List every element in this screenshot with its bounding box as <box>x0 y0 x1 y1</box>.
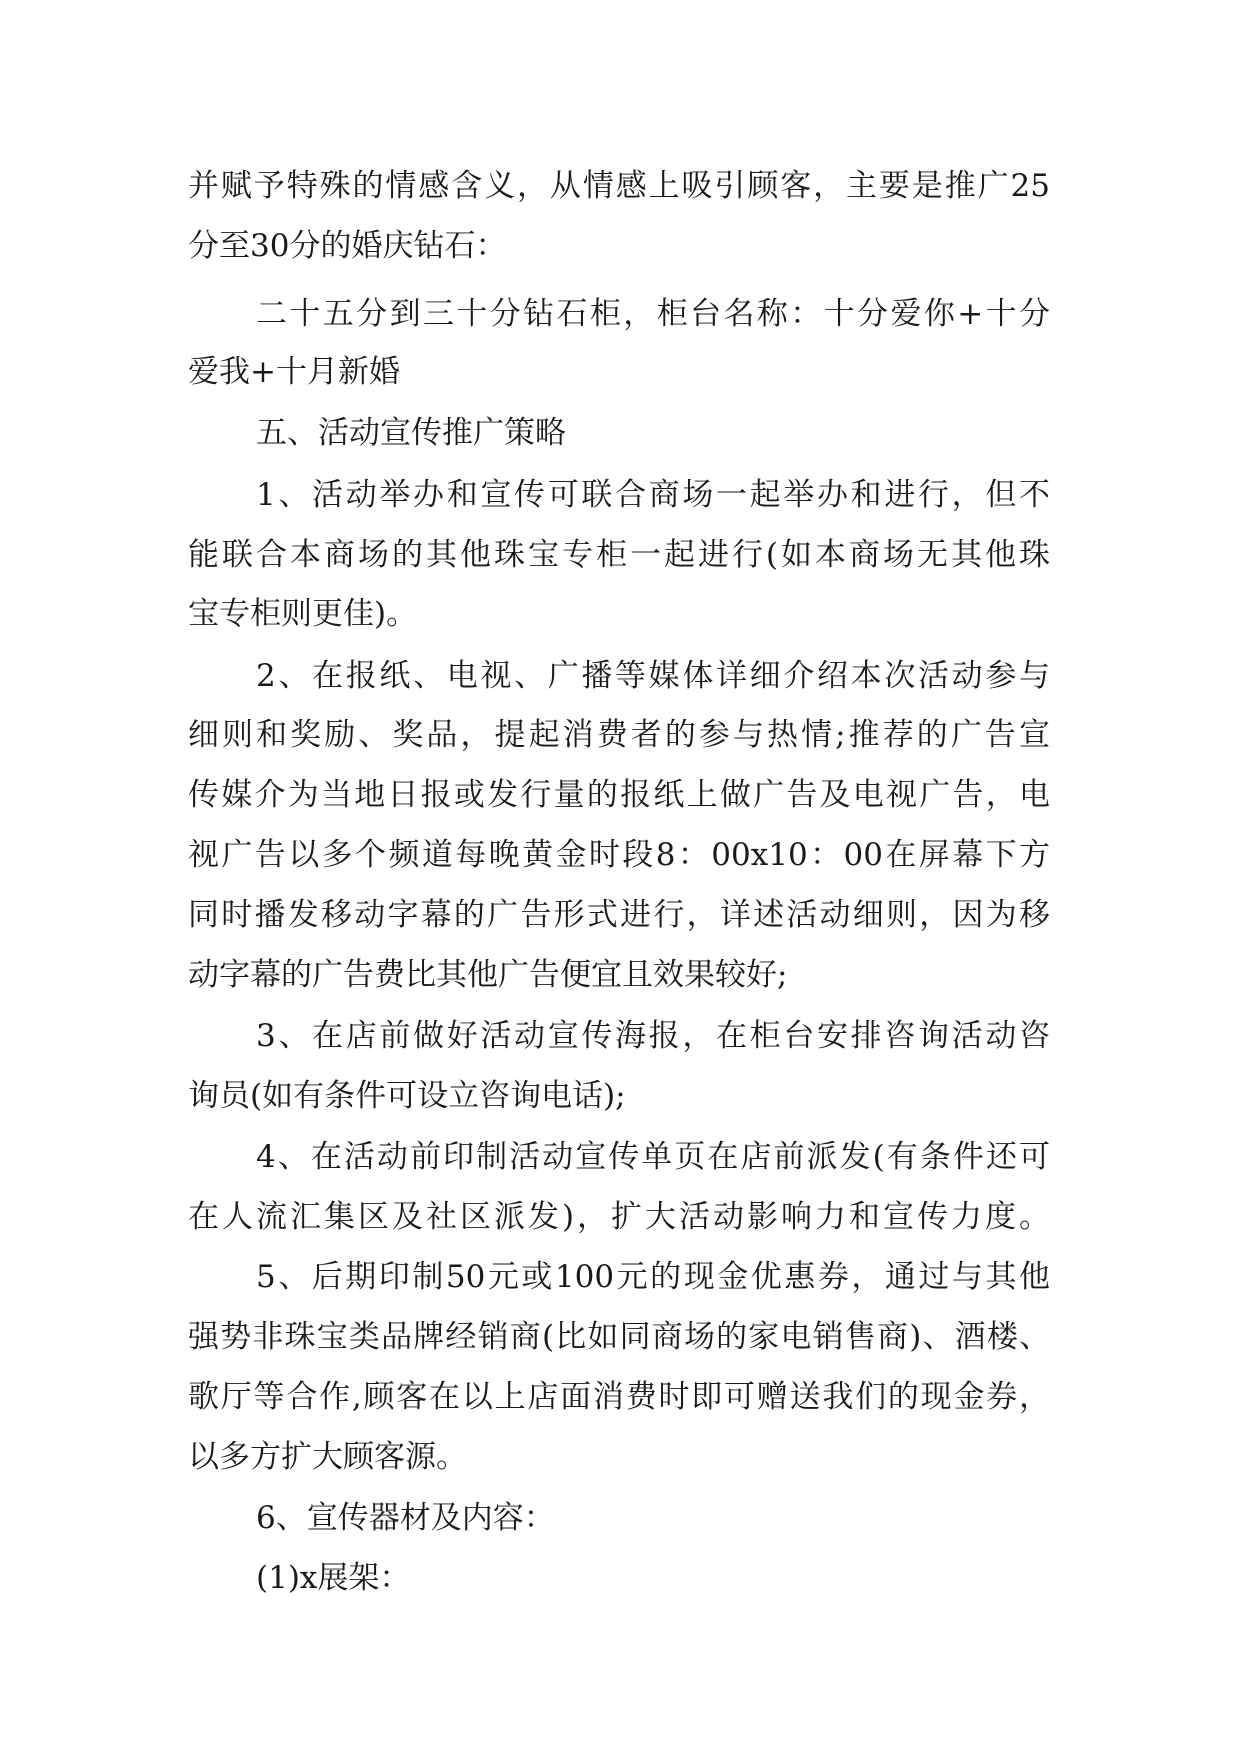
text-line: 在人流汇集区及社区派发)，扩大活动影响力和宣传力度。 <box>188 1199 1050 1235</box>
text-line: 以多方扩大顾客源。 <box>188 1439 467 1475</box>
text-line: 6、宣传器材及内容： <box>256 1500 555 1536</box>
text-line: 5、后期印制50元或100元的现金优惠券，通过与其他 <box>256 1259 1050 1295</box>
text-line: 4、在活动前印制活动宣传单页在店前派发(有条件还可 <box>256 1139 1050 1175</box>
text-line: 视广告以多个频道每晚黄金时段8：00x10：00在屏幕下方 <box>188 837 1050 873</box>
text-line: 爱我+十月新婚 <box>188 354 400 390</box>
text-line: 细则和奖励、奖品，提起消费者的参与热情;推荐的广告宣 <box>188 717 1050 753</box>
text-line: 宝专柜则更佳)。 <box>188 596 418 632</box>
text-line: 1、活动举办和宣传可联合商场一起举办和进行，但不 <box>256 477 1050 513</box>
text-line: 传媒介为当地日报或发行量的报纸上做广告及电视广告，电 <box>188 777 1050 813</box>
text-line: 分至30分的婚庆钻石： <box>188 228 507 264</box>
text-line: 3、在店前做好活动宣传海报，在柜台安排咨询活动咨 <box>256 1018 1050 1054</box>
text-line: 能联合本商场的其他珠宝专柜一起进行(如本商场无其他珠 <box>188 537 1050 573</box>
text-line: 并赋予特殊的情感含义，从情感上吸引顾客，主要是推广25 <box>188 168 1050 204</box>
text-line: 询员(如有条件可设立咨询电话); <box>188 1078 626 1114</box>
text-line: 强势非珠宝类品牌经销商(比如同商场的家电销售商)、酒楼、 <box>188 1319 1050 1355</box>
text-line: 2、在报纸、电视、广播等媒体详细介绍本次活动参与 <box>256 658 1050 694</box>
text-line: 同时播发移动字幕的广告形式进行，详述活动细则，因为移 <box>188 897 1050 933</box>
text-line: 动字幕的广告费比其他广告便宜且效果较好; <box>188 957 788 993</box>
section-heading: 五、活动宣传推广策略 <box>256 415 566 451</box>
text-line: 歌厅等合作,顾客在以上店面消费时即可赠送我们的现金券， <box>188 1379 1050 1415</box>
text-line: 二十五分到三十分钻石柜，柜台名称：十分爱你+十分 <box>256 296 1050 332</box>
text-line: (1)x展架： <box>256 1560 411 1596</box>
